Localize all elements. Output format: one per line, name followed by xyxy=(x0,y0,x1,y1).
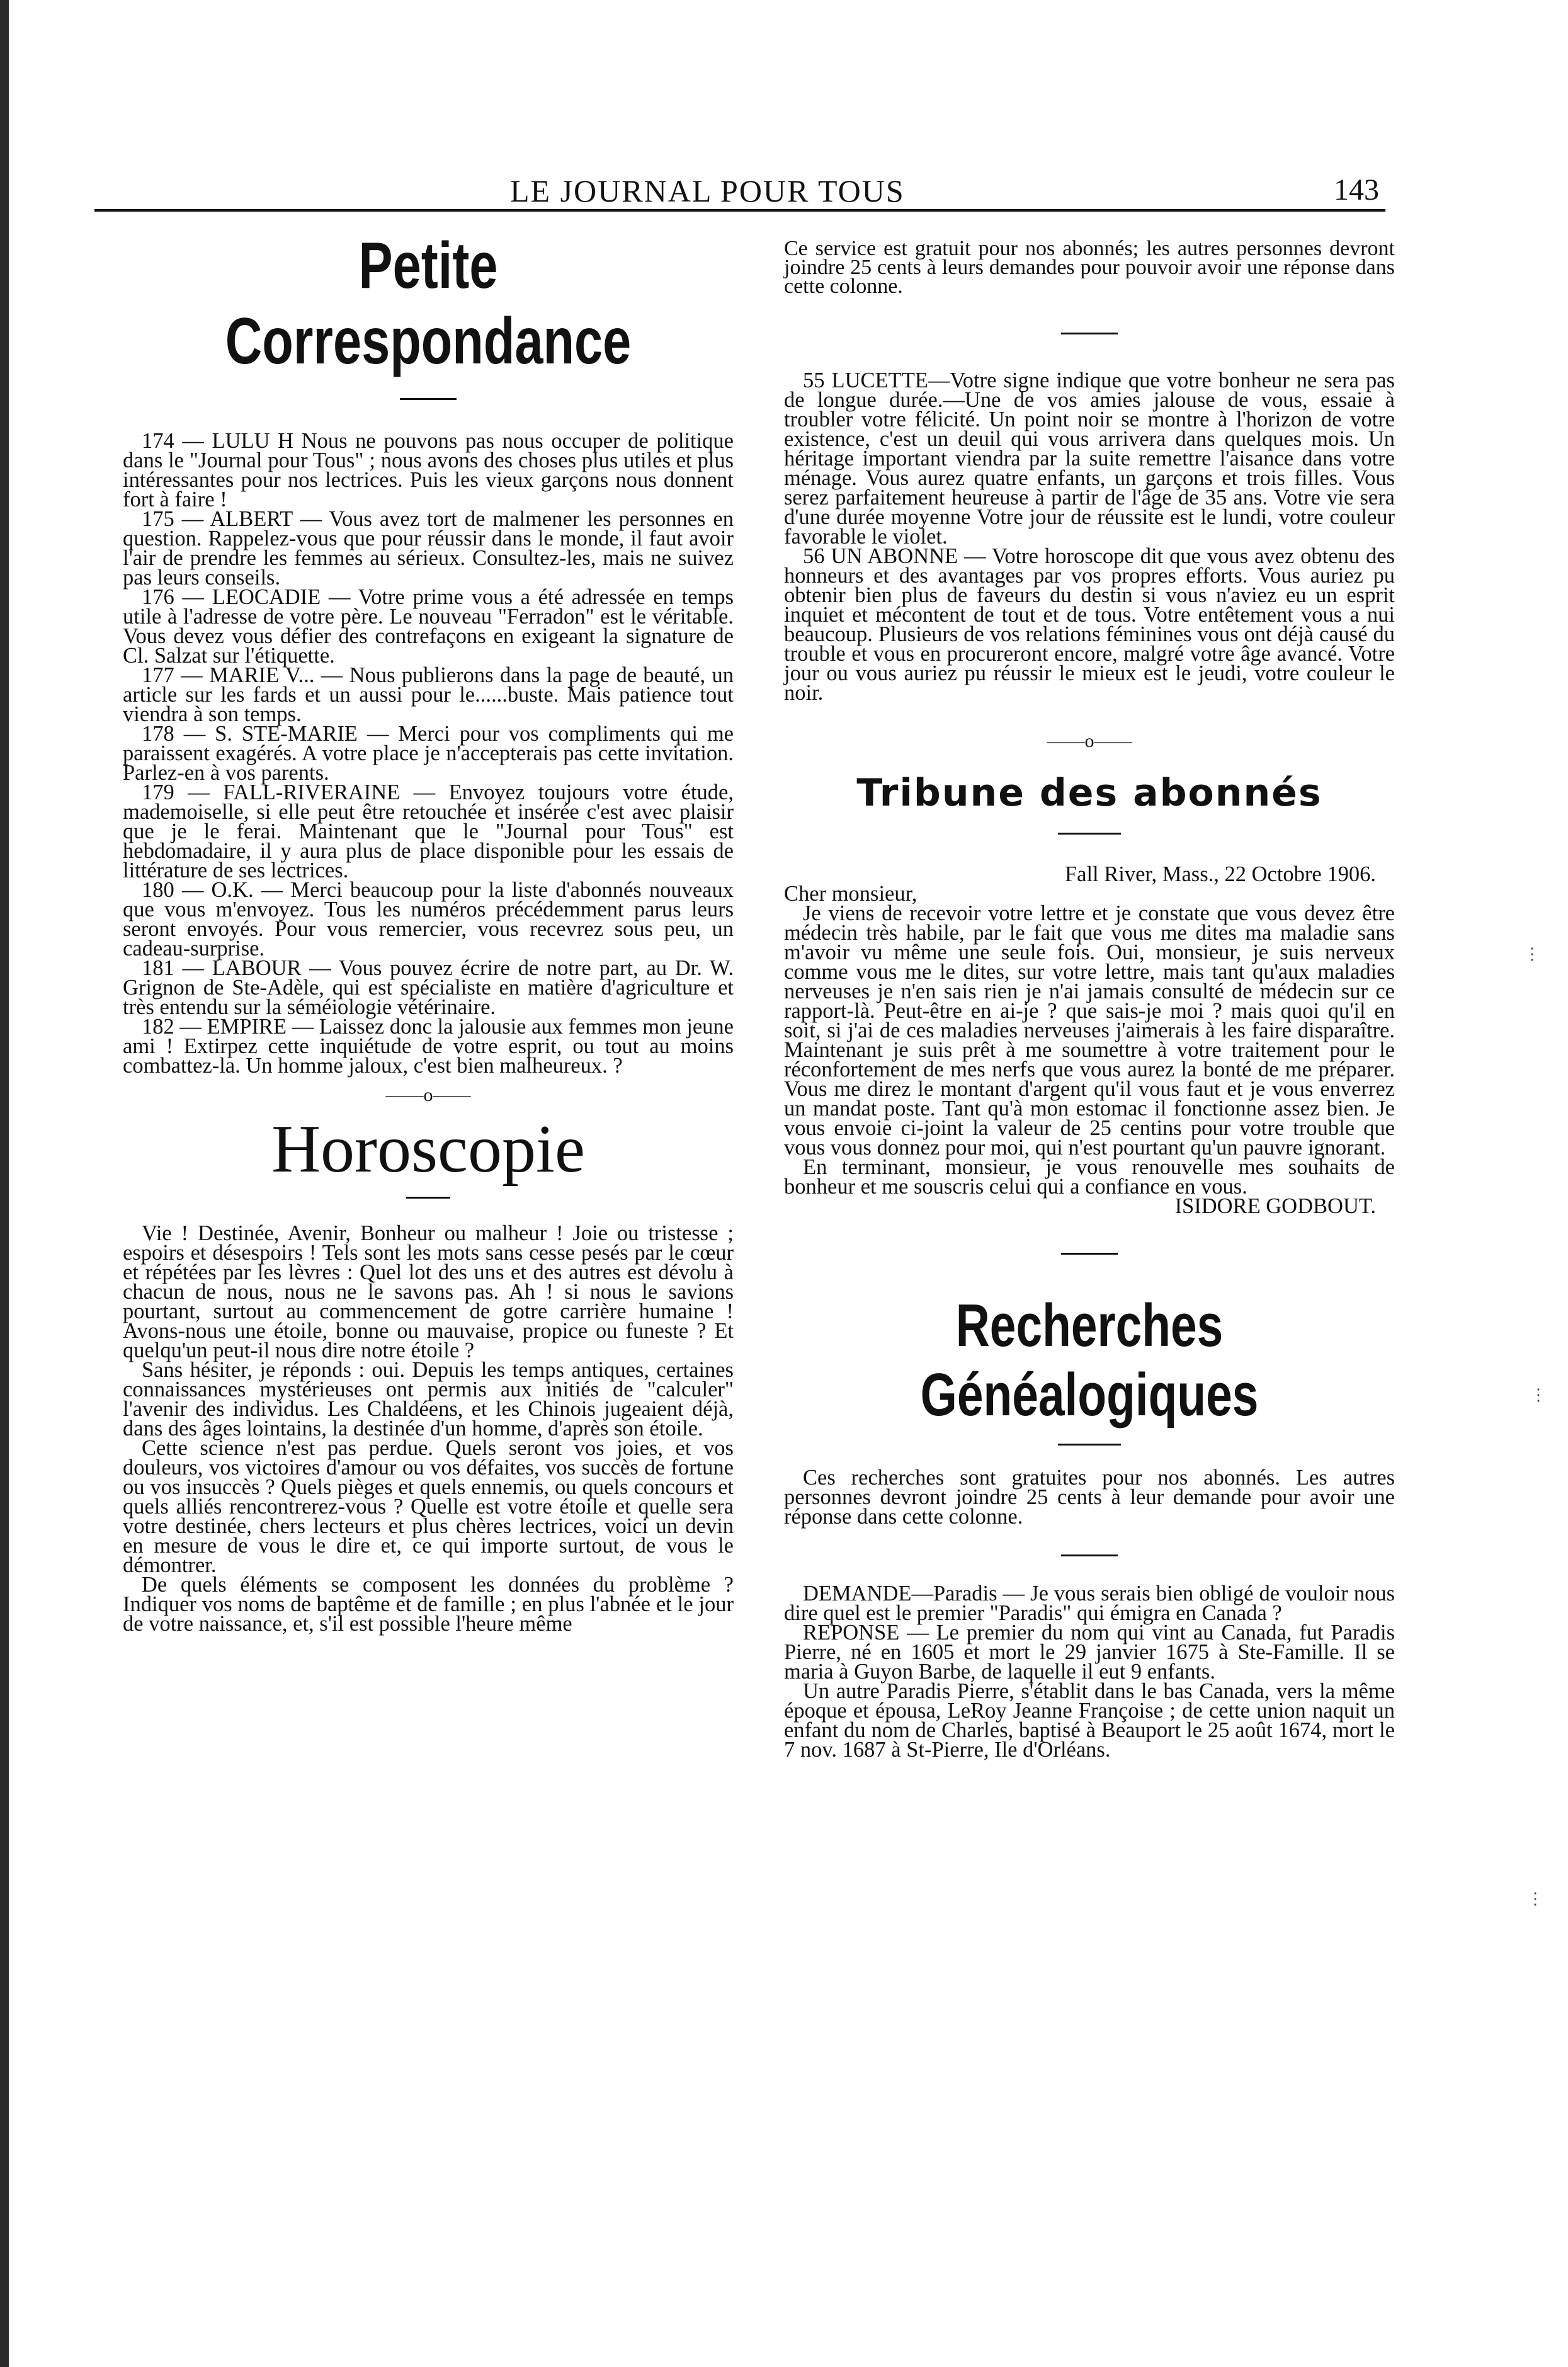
letter-place-date: Fall River, Mass., 22 Octobre 1906. xyxy=(1064,862,1376,886)
letter-signature: ISIDORE GODBOUT. xyxy=(1174,1194,1376,1218)
scan-speckle: ⋮ xyxy=(1530,1386,1547,1404)
title-rule xyxy=(1058,1444,1121,1446)
scan-edge xyxy=(0,0,9,2367)
entry-177: 177 — MARIE V... — Nous publierons dans la page de beauté, un article sur les fards et un aussi pour le......buste. Mais patience tout viendra à son temps. xyxy=(123,663,734,726)
ornament-divider: ——o—— xyxy=(1047,731,1132,751)
horoscopie-paragraph: De quels éléments se composent les données du problème ? Indiquer vos noms de baptême et de famille ; en plus l'abnée et le jour de votre naissance, et, s'il est possible l'heure même xyxy=(123,1573,734,1636)
recherches-notice: Ces recherches sont gratuites pour nos abonnés. Les autres personnes devront joindre 25 cents à leur demande pour avoir une réponse dans cette colonne. xyxy=(784,1466,1395,1529)
letter-paragraph: En terminant, monsieur, je vous renouvelle mes souhaits de bonheur et me souscris celui qui a confiance en vous. xyxy=(784,1155,1395,1199)
title-rule xyxy=(1058,833,1121,835)
section-rule xyxy=(1061,333,1118,334)
horoscopie-title: Horoscopie xyxy=(271,1112,585,1187)
section-rule xyxy=(1061,1554,1118,1556)
entry-174: 174 — LULU H Nous ne pouvons pas nous occuper de politique dans le "Journal pour Tous" ; nous avons des choses plus utiles et plus intéressantes pour nos lectrices. Puis les vieux garçons nous donnent fort à faire ! xyxy=(123,429,734,511)
title-rule xyxy=(400,398,457,400)
horoscopie-paragraph: Sans hésiter, je réponds : oui. Depuis les temps antiques, certaines connaissances mystérieuses ont permis aux initiés de "calculer" l'avenir des individus. Les Chaldéens, et les Chinois jugeaient déjà, dans des âges lointains, la destinée d'un homme, d'après son étoile. xyxy=(123,1358,734,1440)
entry-182: 182 — EMPIRE — Laissez donc la jalousie aux femmes mon jeune ami ! Extirpez cette inquiétude de votre esprit, ou tout au moins combattez-la. Un homme jaloux, c'est bien malheureux. ? xyxy=(123,1015,734,1078)
horoscopie-paragraph: Vie ! Destinée, Avenir, Bonheur ou malheur ! Joie ou tristesse ; espoirs et désespoirs ! Tels sont les mots sans cesse pesés par le cœur et répétées par les lèvres : Quel lot des uns et des autres est dévolu à chacun de nous, nous ne le savons pas. Ah ! si nous le savions pourtant, surtout au commencement de gotre carrière humaine ! Avons-nous une étoile, bonne ou mauvaise, propice ou funeste ? Et quelqu'un peut-il nous dire notre étoile ? xyxy=(123,1221,734,1362)
entry-178: 178 — S. STE-MARIE — Merci pour vos compliments qui me paraissent exagérés. A votre place je n'accepterais pas cette invitation. Parlez-en à vos parents. xyxy=(123,722,734,785)
tribune-title: Tribune des abonnés xyxy=(856,771,1322,815)
horoscopie-paragraph: Cette science n'est pas perdue. Quels seront vos joies, et vos douleurs, vos victoires d'amour ou vos défaites, vos succès de fortune ou vos insuccès ? Quels pièges et quels ennemis, ou quels concours et quels alliés rencontrerez-vous ? Quelle est votre étoile et quelle sera votre destinée, chers lecteurs et plus chères lectrices, voici un devin en mesure de vous le dire et, ce qui importe surtout, de vous le démontrer. xyxy=(123,1436,734,1577)
recherches-paragraph: Un autre Paradis Pierre, s'établit dans le bas Canada, vers la même époque et épousa, LeRoy Jeanne Françoise ; de cette union naquit un enfant du nom de Charles, baptisé à Beauport le 25 août 1674, mort le 7 nov. 1687 à St-Pierre, Ile d'Orléans. xyxy=(784,1679,1395,1762)
entry-179: 179 — FALL-RIVERAINE — Envoyez toujours votre étude, mademoiselle, si elle peut être retouchée et insérée c'est avec plaisir que je le ferai. Maintenant que le "Journal pour Tous" est hebdomadaire, il y aura plus de place disponible pour les essais de littérature de ses lectrices. xyxy=(123,780,734,882)
entry-180: 180 — O.K. — Merci beaucoup pour la liste d'abonnés nouveaux que vous m'envoyez. Tous les numéros précédemment parus leurs seront envoyés. Pour vous remercier, vous recevrez sous peu, un cadeau-surprise. xyxy=(123,878,734,961)
right-column xyxy=(784,222,1395,1760)
letter-salutation: Cher monsieur, xyxy=(784,882,918,906)
recherches-reponse: REPONSE — Le premier du nom qui vint au Canada, fut Paradis Pierre, né en 1605 et mort le 29 janvier 1675 à Ste-Famille. Il se maria à Guyon Barbe, de laquelle il eut 9 enfants. xyxy=(784,1621,1395,1684)
recherches-title: Recherches Généalogiques xyxy=(920,1292,1259,1429)
entry-181: 181 — LABOUR — Vous pouvez écrire de notre part, au Dr. W. Grignon de Ste-Adèle, qui est spécialiste en matière d'agriculture et très entendu sur la séméiologie vétérinaire. xyxy=(123,956,734,1019)
page-header xyxy=(94,169,1385,212)
scan-speckle: ⋮ xyxy=(1524,945,1540,963)
letter-paragraph: Je viens de recevoir votre lettre et je constate que vous devez être médecin très habile, par le fait que vous me dites ma maladie sans m'avoir vu même une seule fois. Oui, monsieur, je suis nerveux comme vous me le dites, sur votre lettre, mais tant qu'aux maladies nerveuses je n'en sais rien je n'ai jamais consulté de médecin sur ce rapport-là. Peut-être en ai-je ? que sais-je moi ? mais quoi qu'il en soit, si j'ai de ces maladies nerveuses j'aimerais à les faire disparaître. Maintenant je suis prêt à me soumettre à votre traitement pour le réconfortement de mes nerfs que vous aurez la bonté de me préparer. Vous me direz le montant d'argent qu'il vous faut et je vous enverrez un mandat poste. Tant qu'à mon estomac il fonctionne assez bien. Je vous envoie ci-joint la valeur de 25 centins pour votre trouble que vous vous donnez pour moi, qui n'est pourtant qu'un pauvre ignorant. xyxy=(784,901,1395,1160)
horoscope-entry-56: 56 UN ABONNE — Votre horoscope dit que vous avez obtenu des honneurs et des avantages par vos propres efforts. Vous auriez pu obtenir bien plus de faveurs du destin si vous n'aviez eu un esprit inquiet et mécontent de tout et de tous. Votre entêtement vous a nui beaucoup. Plusieurs de vos relations féminines vous ont déjà causé du trouble et vous en procureront encore, malgré votre âge avancé. Votre jour ou vous auriez pu réussir le mieux est le jeudi, votre couleur le noir. xyxy=(784,544,1395,705)
petite-correspondance-title: Petite Correspondance xyxy=(225,229,632,378)
scan-speckle: ⋮ xyxy=(1527,1890,1543,1908)
journal-title: LE JOURNAL POUR TOUS xyxy=(510,173,905,208)
horoscope-entry-55: 55 LUCETTE—Votre signe indique que votre bonheur ne sera pas de longue durée.—Une de vos amies jalouse de vous, essaie à troubler votre félicité. Un point noir se montre à l'horizon de votre existence, c'est un deuil qui vous arrivera dans quelques mois. Un héritage important viendra par la suite remettre l'aisance dans votre ménage. Vous aurez quatre enfants, un garçons et trois filles. Vous serez parfaitement heureuse à partir de l'âge de 35 ans. Votre vie sera d'une durée moyenne Votre jour de réussite est le lundi, votre couleur favorable le violet. xyxy=(784,368,1395,549)
section-rule xyxy=(1061,1253,1118,1255)
entry-176: 176 — LEOCADIE — Votre prime vous a été adressée en temps utile à l'adresse de votre père. Le nouveau "Ferradon" est le véritable. Vous devez vous défier des contrefaçons en exigeant la signature de Cl. Salzat sur l'étiquette. xyxy=(123,585,734,668)
entry-175: 175 — ALBERT — Vous avez tort de malmener les personnes en question. Rappelez-vous que pour réussir dans le monde, il faut avoir l'air de prendre les femmes au sérieux. Consultez-les, mais ne suivez pas leurs conseils. xyxy=(123,507,734,590)
left-column xyxy=(123,222,734,1634)
page-number: 143 xyxy=(1334,173,1379,207)
ornament-divider: ——o—— xyxy=(385,1085,471,1105)
correspondance-notice: Ce service est gratuit pour nos abonnés; les autres personnes devront joindre 25 cents à leurs demandes pour pouvoir avoir une réponse dans cette colonne. xyxy=(784,237,1395,298)
recherches-demande: DEMANDE—Paradis — Je vous serais bien obligé de vouloir nous dire quel est le premier "Paradis" qui émigra en Canada ? xyxy=(784,1582,1395,1625)
title-rule xyxy=(406,1197,450,1199)
